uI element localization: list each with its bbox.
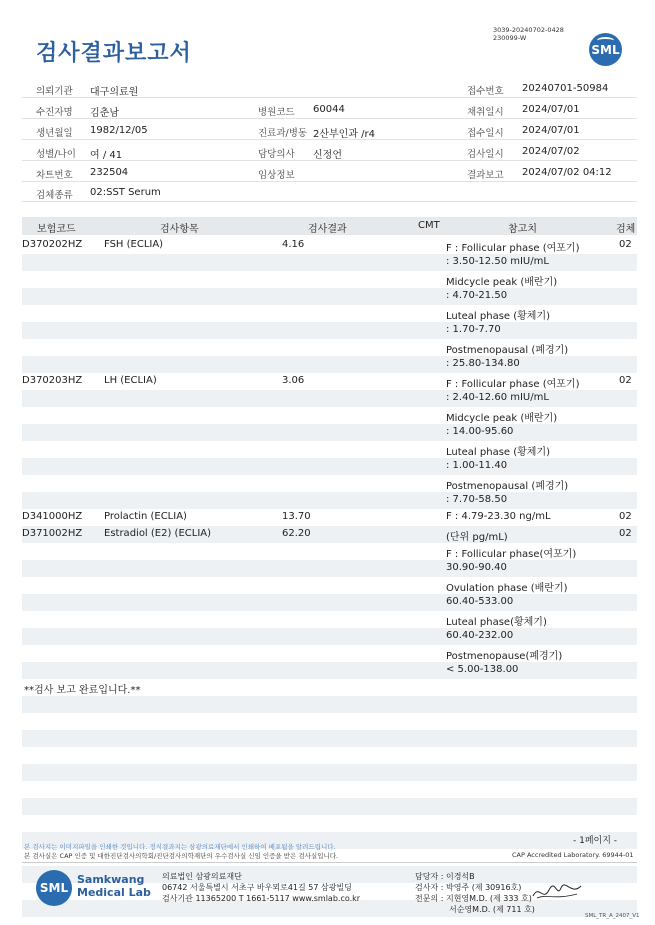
table-row (22, 560, 637, 577)
info-label: 병원코드 (258, 107, 295, 118)
cell-ref: (단위 pg/mL) (446, 532, 508, 543)
brand-name (77, 873, 151, 899)
table-row (22, 679, 637, 696)
info-label: 접수일시 (467, 128, 504, 139)
info-label: 접수번호 (467, 86, 504, 97)
header-code: 보험코드 (37, 224, 76, 235)
table-row (22, 390, 637, 407)
page-number: - 1페이지 - (573, 836, 618, 846)
cell-ref: : 1.70-7.70 (446, 324, 501, 335)
info-row (22, 120, 637, 140)
cell-ref: : 3.50-12.50 mIU/mL (446, 256, 549, 267)
cell-item: LH (ECLIA) (104, 375, 157, 386)
cell-specimen: 02 (619, 375, 632, 386)
document-code-line-1: 3039-20240702-0428 (493, 26, 564, 34)
info-value: 2024/07/02 (522, 146, 580, 157)
document-code-line-2: 230099-W (493, 34, 527, 42)
table-row (22, 322, 637, 339)
cell-ref: : 14.00-95.60 (446, 426, 514, 437)
cell-result: 4.16 (282, 239, 305, 250)
table-row (22, 781, 637, 798)
info-label: 성별/나이 (36, 149, 76, 160)
header-item: 검사항목 (160, 224, 199, 235)
table-row (22, 594, 637, 611)
header-ref: 참고치 (508, 224, 537, 235)
cell-ref: : 25.80-134.80 (446, 358, 520, 369)
table-row (22, 696, 637, 713)
info-label: 임상정보 (258, 170, 295, 181)
info-label: 검사일시 (467, 149, 504, 160)
cell-item: **검사 보고 완료입니다.** (24, 685, 141, 696)
cell-ref: < 5.00-138.00 (446, 664, 519, 675)
cell-ref: F : Follicular phase (여포기) (446, 243, 580, 254)
info-label: 의뢰기관 (36, 86, 73, 97)
info-row (22, 141, 637, 161)
cell-specimen: 02 (619, 528, 632, 539)
table-row (22, 424, 637, 441)
info-value: 2024/07/01 (522, 104, 580, 115)
image-notice: 본 검사지는 이미지파일을 인쇄한 것입니다. 정식결과지는 삼광의료재단에서 인쇄하여 배포됨을 알려드립니다. (24, 843, 336, 851)
header-result: 검사결과 (308, 224, 347, 235)
cell-ref: : 2.40-12.60 mIU/mL (446, 392, 549, 403)
info-value: 여 / 41 (90, 150, 123, 161)
cell-ref: : 4.70-21.50 (446, 290, 508, 301)
info-label: 진료과/병동 (258, 128, 308, 139)
info-label: 채취일시 (467, 107, 504, 118)
table-row (22, 611, 637, 628)
cell-item: FSH (ECLIA) (104, 239, 164, 250)
cell-ref: Midcycle peak (배란기) (446, 413, 558, 424)
table-row (22, 339, 637, 356)
table-row (22, 730, 637, 747)
org-contact: 검사기관 11365200 T 1661-5117 www.smlab.co.kr (162, 894, 361, 903)
cell-specimen: 02 (619, 239, 632, 250)
cell-result: 3.06 (282, 375, 305, 386)
cell-ref: Postmenopause(폐경기) (446, 651, 563, 662)
org-name: 의료법인 삼광의료재단 (162, 872, 242, 881)
page-title: 검사결과보고서 (36, 41, 192, 66)
info-value: 2024/07/02 04:12 (522, 167, 612, 178)
footer-sml-logo: SML (36, 870, 72, 906)
cell-ref: 60.40-232.00 (446, 630, 514, 641)
info-label: 검체종류 (36, 190, 73, 201)
info-value: 김춘남 (90, 108, 119, 119)
info-label: 생년월일 (36, 128, 73, 139)
org-address: 06742 서울특별시 서초구 바우뫼로41길 57 삼광빌딩 (162, 883, 352, 892)
table-row (22, 458, 637, 475)
cell-code: D341000HZ (22, 511, 83, 522)
table-row (22, 441, 637, 458)
info-value: 신정언 (313, 150, 342, 161)
cell-ref: Luteal phase(황체기) (446, 617, 547, 628)
info-row (22, 162, 637, 182)
info-value: 1982/12/05 (90, 125, 148, 136)
table-row (22, 815, 637, 832)
info-row (22, 99, 637, 119)
info-value: 2산부인과 /r4 (313, 129, 376, 140)
cell-ref: Midcycle peak (배란기) (446, 277, 558, 288)
header-cmt: CMT (418, 220, 440, 231)
table-row (22, 237, 637, 254)
brand-name-line-1: Samkwang (77, 873, 145, 886)
staff-specialist-2: 서순영M.D. (제 711 호) (449, 905, 535, 914)
cell-ref: Postmenopausal (폐경기) (446, 345, 569, 356)
table-row (22, 628, 637, 645)
info-value: 232504 (90, 167, 129, 178)
info-value: 2024/07/01 (522, 125, 580, 136)
staff-tester: 검사자 : 박영주 (제 30916호) (415, 883, 522, 892)
table-row (22, 509, 637, 526)
footer-divider (22, 862, 637, 863)
info-row (22, 182, 637, 202)
table-row (22, 356, 637, 373)
table-row (22, 798, 637, 815)
table-row (22, 764, 637, 781)
table-row (22, 492, 637, 509)
accreditation-notice: 본 검사실은 CAP 인증 및 대한진단검사의학회/진단검사의학재단의 우수검사실 신임 인증을 받은 검사실입니다. (24, 852, 339, 860)
cell-code: D371002HZ (22, 528, 83, 539)
cell-specimen: 02 (619, 511, 632, 522)
cell-ref: Luteal phase (황체기) (446, 311, 551, 322)
info-value: 60044 (313, 104, 345, 115)
table-row (22, 254, 637, 271)
info-value: 02:SST Serum (90, 187, 161, 198)
table-row (22, 305, 637, 322)
cell-result: 62.20 (282, 528, 311, 539)
brand-name-line-2: Medical Lab (77, 886, 151, 899)
info-row (22, 78, 637, 98)
info-label: 수진자명 (36, 107, 73, 118)
table-row (22, 747, 637, 764)
info-label: 결과보고 (467, 170, 504, 181)
cap-accreditation: CAP Accredited Laboratory. 69944-01 (512, 851, 634, 859)
results-table-header (22, 217, 637, 235)
cell-ref: F : Follicular phase (여포기) (446, 379, 580, 390)
table-row (22, 475, 637, 492)
table-row (22, 373, 637, 390)
table-row (22, 577, 637, 594)
cell-ref: F : Follicular phase(여포기) (446, 549, 577, 560)
cell-result: 13.70 (282, 511, 311, 522)
table-row (22, 662, 637, 679)
info-label: 담당의사 (258, 149, 295, 160)
cell-item: Estradiol (E2) (ECLIA) (104, 528, 212, 539)
sml-logo: SML (589, 33, 622, 66)
cell-ref: Ovulation phase (배란기) (446, 583, 568, 594)
cell-item: Prolactin (ECLIA) (104, 511, 187, 522)
cell-ref: F : 4.79-23.30 ng/mL (446, 511, 551, 522)
info-label: 차트번호 (36, 170, 73, 181)
cell-ref: Luteal phase (황체기) (446, 447, 551, 458)
form-code: SML_TR_A_2407_V1 (585, 913, 640, 919)
cell-ref: : 7.70-58.50 (446, 494, 508, 505)
document-code (493, 26, 564, 42)
signature-graphic (531, 880, 583, 904)
table-row (22, 271, 637, 288)
cell-ref: Postmenopausal (폐경기) (446, 481, 569, 492)
info-value: 대구의료원 (90, 87, 139, 98)
cell-ref: : 1.00-11.40 (446, 460, 508, 471)
info-value: 20240701-50984 (522, 83, 609, 94)
table-row (22, 526, 637, 543)
cell-code: D370202HZ (22, 239, 83, 250)
cell-ref: 30.90-90.40 (446, 562, 507, 573)
table-row (22, 288, 637, 305)
table-row (22, 713, 637, 730)
staff-specialist-1: 전문의 : 지현영M.D. (제 333 호) (415, 894, 532, 903)
header-specimen: 검체 (616, 224, 636, 235)
staff-manager: 담당자 : 이경석B (415, 872, 475, 881)
table-row (22, 543, 637, 560)
cell-code: D370203HZ (22, 375, 83, 386)
table-row (22, 407, 637, 424)
cell-ref: 60.40-533.00 (446, 596, 514, 607)
table-row (22, 645, 637, 662)
